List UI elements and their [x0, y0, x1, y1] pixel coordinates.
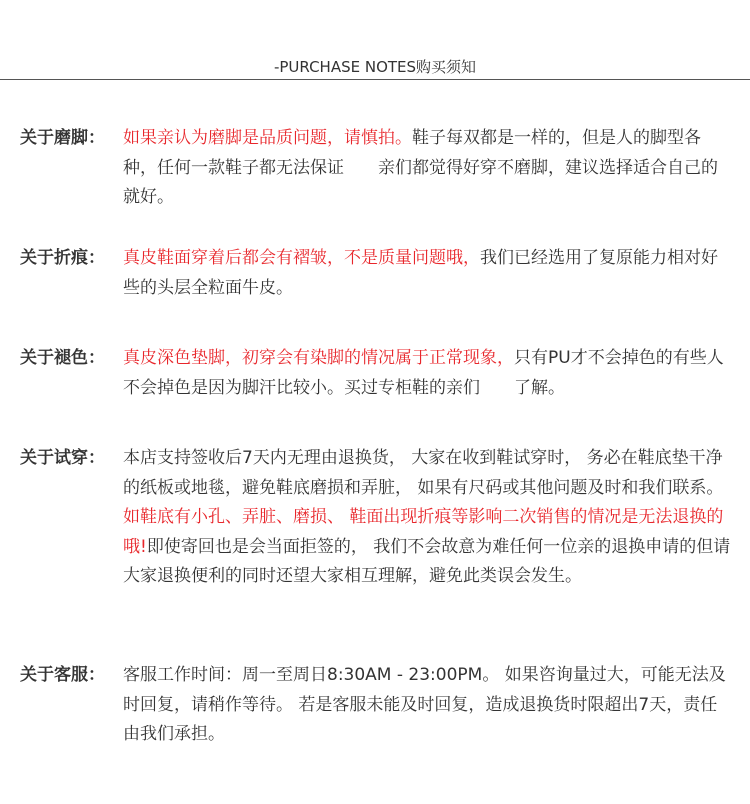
section-label: 关于客服：	[20, 665, 105, 685]
body-text: 即使寄回也是会当面拒签的， 我们不会故意为难任何一位亲的退换申请的但请大家退换便利的同时还望大家相互理解，避免此类误会发生。	[123, 536, 731, 586]
section-label: 关于折痕：	[20, 248, 105, 268]
section-customer-service	[20, 661, 732, 750]
section-body	[123, 344, 732, 403]
title-divider	[0, 79, 750, 80]
section-body	[123, 124, 732, 213]
section-label: 关于褪色：	[20, 348, 105, 368]
highlight-text: 如鞋底有小孔、弄脏、磨损、 鞋面出现折痕等影响二次销售的情况是无法退换的哦!	[123, 507, 724, 557]
section-label: 关于试穿：	[20, 448, 105, 468]
body-text: 本店支持签收后7天内无理由退换货， 大家在收到鞋试穿时， 务必在鞋底垫干净的纸板或地毯，避免鞋底磨损和弄脏， 如果有尺码或其他问题及时和我们联系。	[123, 448, 724, 498]
body-text: 只有PU才不会掉色的有些人不会掉色是因为脚汗比较小。买过专柜鞋的亲们 了解。	[123, 348, 724, 398]
section-fading	[20, 344, 732, 403]
section-try-on	[20, 444, 732, 592]
highlight-text: 真皮深色垫脚，初穿会有染脚的情况属于正常现象，	[123, 348, 514, 368]
body-text: 客服工作时间：周一至周日8:30AM - 23:00PM。 如果咨询量过大，可能无法及时回复，请稍作等待。 若是客服未能及时回复，造成退换货时限超出7天，责任由我们承担。	[123, 665, 726, 744]
body-text: 我们已经选用了复原能力相对好些的头层全粒面牛皮。	[123, 248, 718, 298]
highlight-text: 如果亲认为磨脚是品质问题，请慎拍。	[123, 128, 412, 148]
section-creases	[20, 244, 732, 303]
section-body	[123, 444, 732, 592]
page-title: -PURCHASE NOTES购买须知	[273, 58, 477, 76]
section-body	[123, 244, 732, 303]
body-text: 鞋子每双都是一样的，但是人的脚型各种，任何一款鞋子都无法保证 亲们都觉得好穿不磨脚，建议选择适合自己的就好。	[123, 128, 718, 207]
highlight-text: 真皮鞋面穿着后都会有褶皱，不是质量问题哦，	[123, 248, 480, 268]
section-foot-rubbing	[20, 124, 732, 213]
section-body	[123, 661, 732, 750]
section-label: 关于磨脚：	[20, 128, 105, 148]
